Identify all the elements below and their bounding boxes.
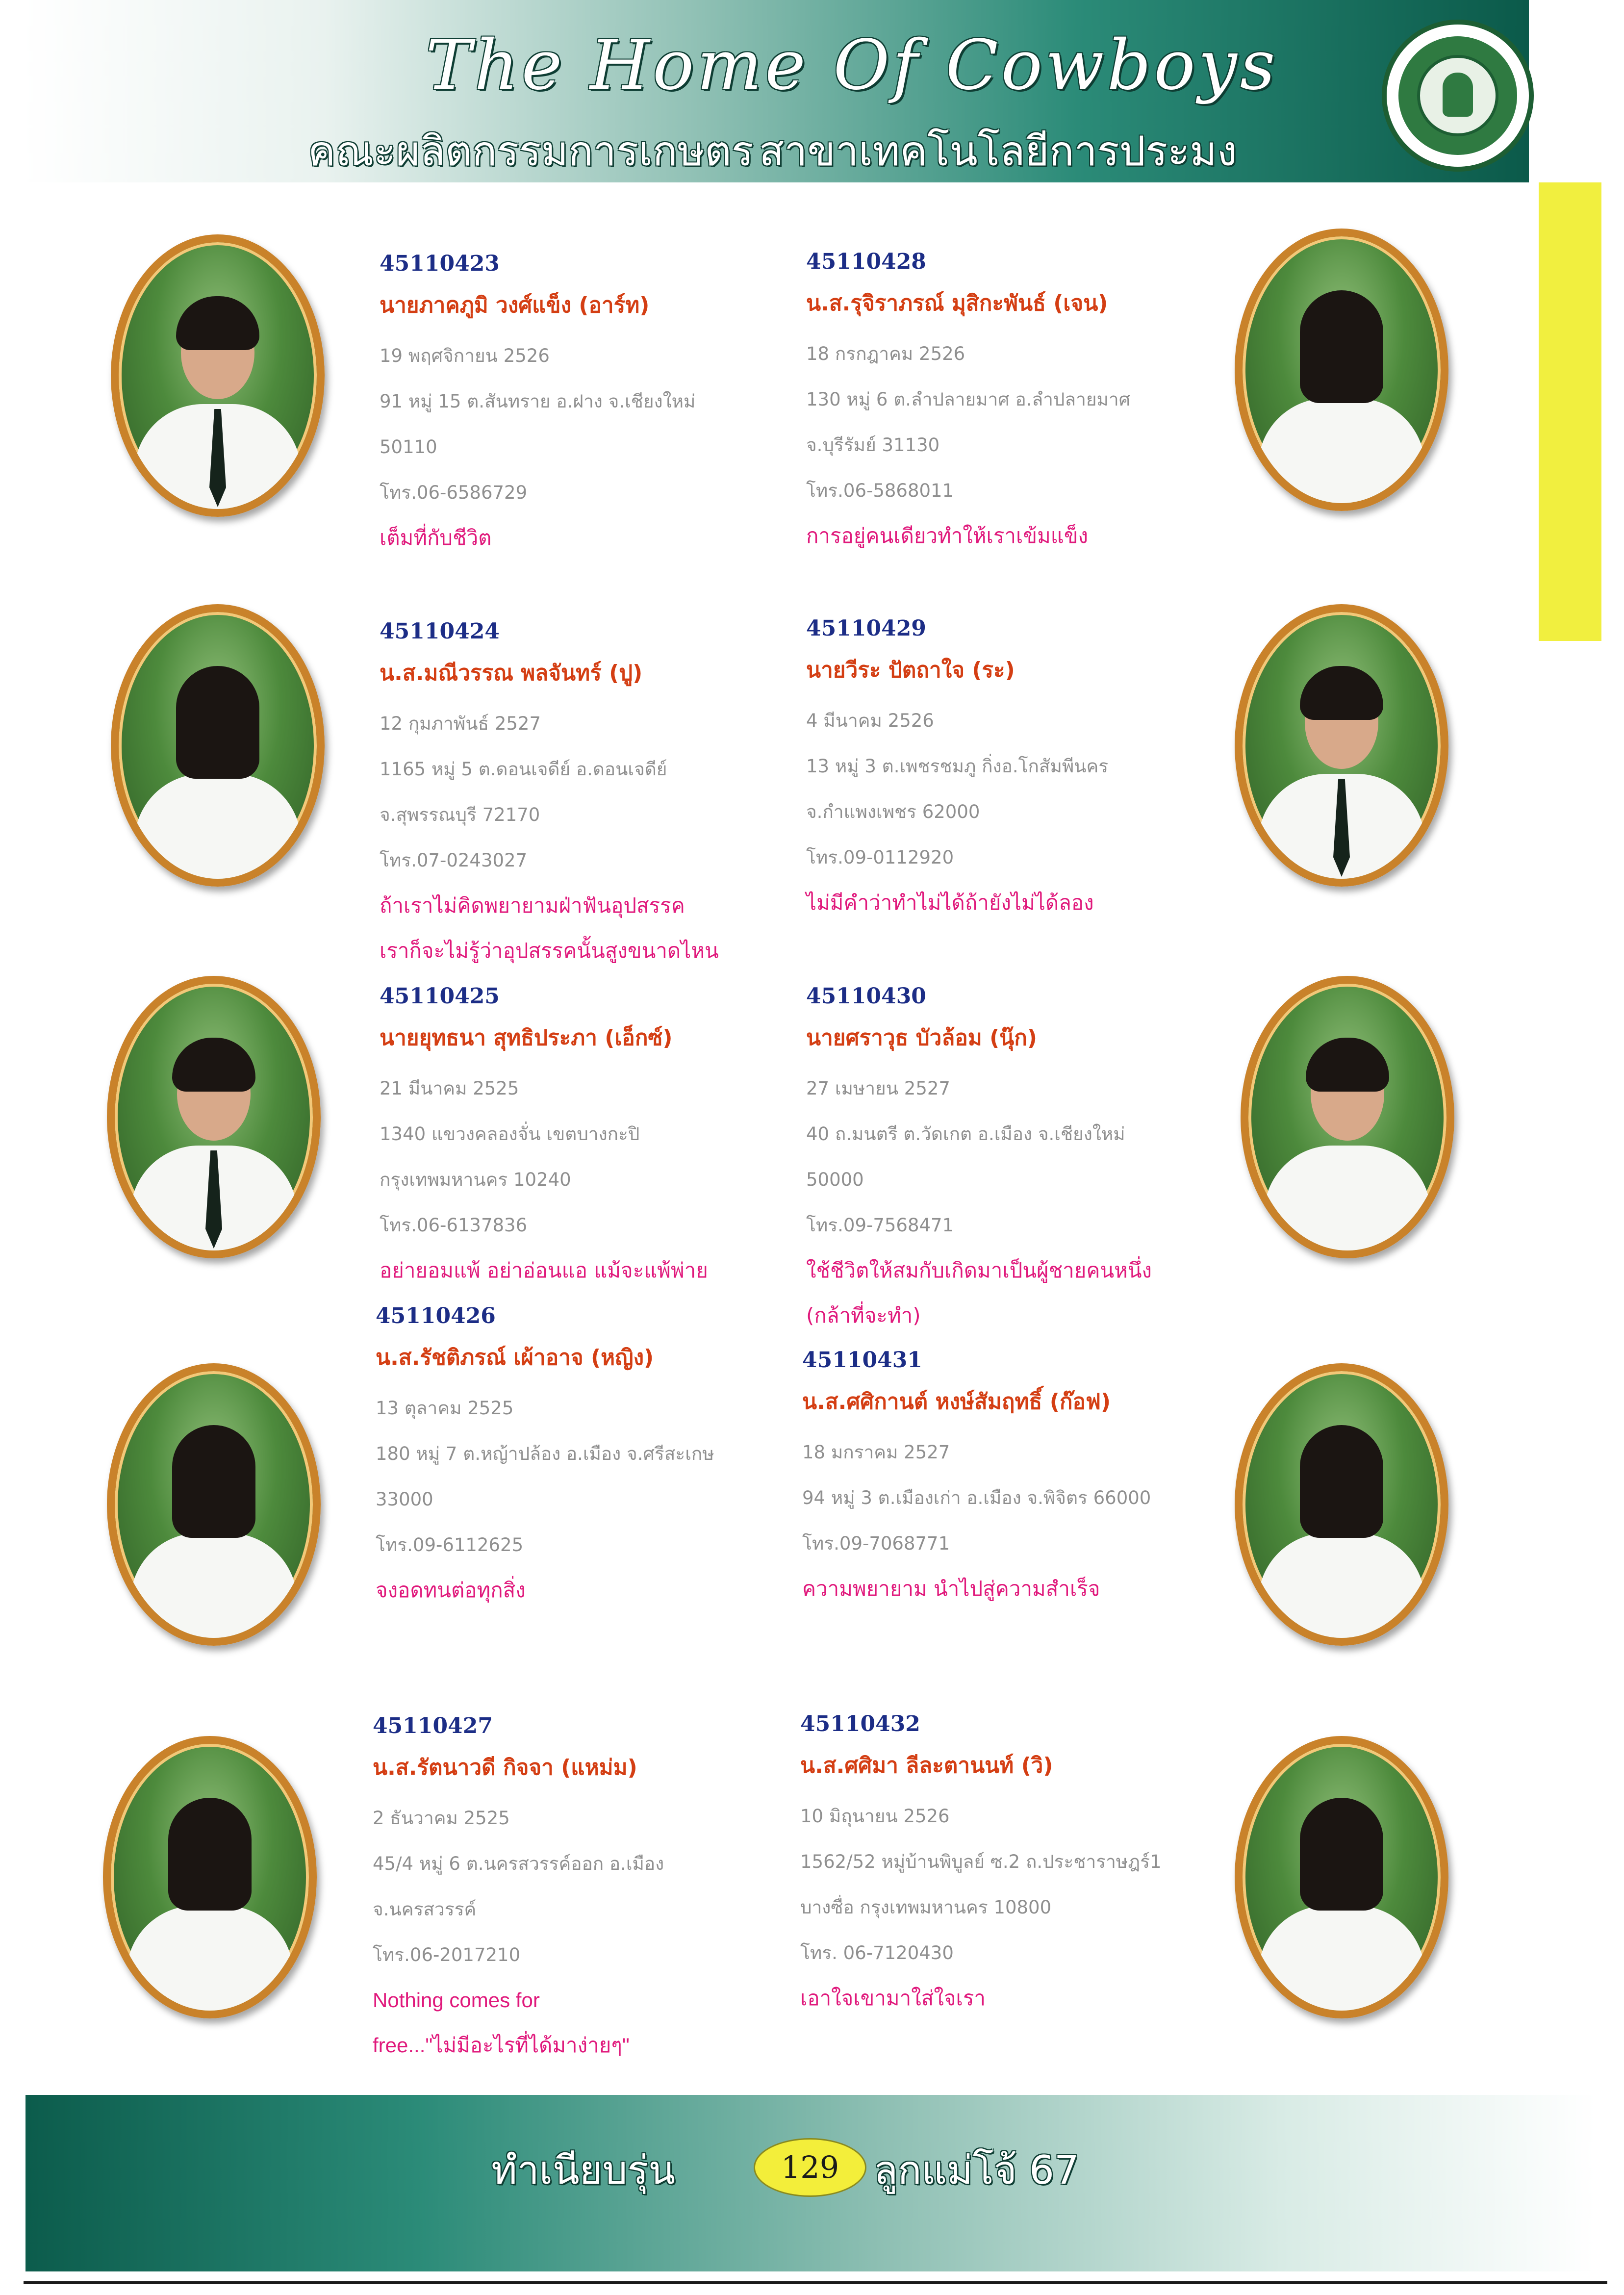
student-id: 45110427	[373, 1713, 493, 1738]
address-line: 13 หมู่ 3 ต.เพชรชมภู กิ่งอ.โกสัมพีนคร	[806, 756, 1109, 777]
page-footer	[25, 2095, 1595, 2271]
student-info	[380, 701, 821, 883]
student-info	[806, 1066, 1247, 1248]
student-entry	[373, 1713, 814, 2068]
portrait-45110428	[1235, 229, 1448, 511]
motto-line: ใช้ชีวิตให้สมกับเกิดมาเป็นผู้ชายคนหนึ่ง	[806, 1258, 1152, 1282]
student-entry	[800, 1711, 1242, 2021]
motto-line: อย่ายอมแพ้ อย่าอ่อนแอ แม้จะแพ้พ่าย	[380, 1258, 708, 1282]
student-name: น.ส.ศศิมา ลีละตานนท์ (วิ)	[800, 1753, 1053, 1778]
student-name: นายภาคภูมิ วงศ์แข็ง (อาร์ท)	[380, 293, 650, 318]
birth-date: 13 ตุลาคม 2525	[376, 1398, 514, 1419]
portrait-45110425	[107, 976, 321, 1258]
motto-line: จงอดทนต่อทุกสิ่ง	[376, 1578, 526, 1602]
motto-line: ถ้าเราไม่คิดพยายามฝ่าฟันอุปสรรค	[380, 893, 685, 918]
portrait-45110430	[1241, 976, 1454, 1258]
student-name: น.ส.ศศิกานต์ หงษ์สัมฤทธิ์ (ก๊อฟ)	[802, 1389, 1111, 1414]
motto-line: เราก็จะไม่รู้ว่าอุปสรรคนั้นสูงขนาดไหน	[380, 939, 719, 963]
phone-number: โทร.06-5868011	[806, 480, 954, 501]
motto-line: ไม่มีคำว่าทำไม่ได้ถ้ายังไม่ได้ลอง	[806, 891, 1094, 915]
student-info	[380, 1066, 821, 1248]
portrait-45110423	[111, 234, 325, 517]
page-number: 129	[754, 2138, 866, 2197]
address-line: 1165 หมู่ 5 ต.ดอนเจดีย์ อ.ดอนเจดีย์	[380, 759, 667, 780]
student-entry	[806, 249, 1247, 559]
birth-date: 18 กรกฎาคม 2526	[806, 343, 965, 364]
phone-number: โทร.09-6112625	[376, 1534, 524, 1556]
birth-date: 18 มกราคม 2527	[802, 1442, 950, 1463]
student-entry	[380, 251, 821, 561]
birth-date: 4 มีนาคม 2526	[806, 710, 934, 731]
student-id: 45110426	[376, 1303, 496, 1328]
student-name: นายยุทธนา สุทธิประภา (เอ็กซ์)	[380, 1025, 673, 1050]
birth-date: 19 พฤศจิกายน 2526	[380, 345, 550, 366]
address-line: 94 หมู่ 3 ต.เมืองเก่า อ.เมือง จ.พิจิตร 66000	[802, 1487, 1151, 1508]
student-motto	[380, 883, 821, 973]
yellow-side-strip	[1539, 182, 1601, 641]
motto-line: เต็มที่กับชีวิต	[380, 526, 492, 550]
address-line: บางซื่อ กรุงเทพมหานคร 10800	[800, 1897, 1052, 1918]
student-motto	[806, 880, 1247, 925]
student-id: 45110431	[802, 1348, 922, 1373]
student-name: นายศราวุธ บัวล้อม (นุ๊ก)	[806, 1025, 1038, 1050]
student-entry	[376, 1303, 817, 1613]
phone-number: โทร.07-0243027	[380, 850, 528, 871]
student-name: น.ส.มณีวรรณ พลจันทร์ (ปู)	[380, 661, 643, 686]
portrait-45110429	[1235, 604, 1448, 887]
student-entry	[380, 984, 821, 1293]
portrait-45110424	[111, 604, 325, 887]
footer-class-label: ลูกแม่โจ้ 67	[874, 2147, 1079, 2193]
student-name: น.ส.รัชติภรณ์ เผ้าอาจ (หญิง)	[376, 1345, 654, 1370]
student-info	[800, 1793, 1242, 1976]
phone-number: โทร.09-7068771	[802, 1533, 950, 1554]
address-line: 180 หมู่ 7 ต.หญ้าปล้อง อ.เมือง จ.ศรีสะเกษ	[376, 1443, 714, 1464]
page-title: The Home Of Cowboys	[426, 26, 1278, 105]
address-line: 50110	[380, 436, 437, 458]
student-name: น.ส.รุจิราภรณ์ มุสิกะพันธ์ (เจน)	[806, 291, 1108, 316]
student-motto	[800, 1976, 1242, 2021]
phone-number: โทร.09-7568471	[806, 1215, 954, 1236]
student-motto	[806, 513, 1247, 559]
motto-line: free..."ไม่มีอะไรที่ได้มาง่ายๆ"	[373, 2034, 630, 2057]
birth-date: 27 เมษายน 2527	[806, 1078, 950, 1099]
student-entry	[806, 616, 1247, 925]
student-info	[373, 1795, 814, 1978]
university-seal-icon	[1382, 20, 1534, 172]
student-motto	[380, 1248, 821, 1293]
address-line: จ.บุรีรัมย์ 31130	[806, 434, 940, 456]
portrait-45110426	[107, 1363, 321, 1646]
motto-line: Nothing comes for	[373, 1989, 540, 2012]
portrait-45110427	[103, 1736, 317, 2018]
student-id: 45110423	[380, 251, 500, 276]
address-line: จ.สุพรรณบุรี 72170	[380, 804, 540, 825]
student-motto	[802, 1566, 1243, 1611]
student-info	[380, 333, 821, 515]
student-info	[802, 1429, 1243, 1566]
student-motto	[380, 515, 821, 561]
student-name: น.ส.รัตนาวดี กิจจา (แหม่ม)	[373, 1755, 637, 1780]
address-line: จ.กำแพงเพชร 62000	[806, 801, 980, 822]
address-line: 40 ถ.มนตรี ต.วัดเกต อ.เมือง จ.เชียงใหม่	[806, 1123, 1125, 1145]
student-entry	[806, 984, 1247, 1338]
motto-line: การอยู่คนเดียวทำให้เราเข้มแข็ง	[806, 524, 1089, 548]
address-line: กรุงเทพมหานคร 10240	[380, 1169, 571, 1190]
student-info	[806, 698, 1247, 880]
address-line: 45/4 หมู่ 6 ต.นครสวรรค์ออก อ.เมือง	[373, 1853, 664, 1874]
phone-number: โทร.06-6586729	[380, 482, 528, 503]
bottom-divider	[24, 2281, 1607, 2284]
address-line: จ.นครสวรรค์	[373, 1899, 477, 1920]
student-id: 45110424	[380, 619, 500, 644]
student-id: 45110429	[806, 616, 926, 641]
student-id: 45110428	[806, 249, 926, 274]
page-header	[24, 0, 1529, 182]
student-info	[806, 331, 1247, 513]
student-motto	[376, 1568, 817, 1613]
address-line: 33000	[376, 1489, 433, 1510]
phone-number: โทร.09-0112920	[806, 847, 954, 868]
birth-date: 2 ธันวาคม 2525	[373, 1808, 510, 1829]
faculty-name: คณะผลิตกรรมการเกษตร	[308, 127, 754, 175]
footer-yearbook-label: ทำเนียบรุ่น	[491, 2147, 675, 2193]
student-id: 45110430	[806, 984, 926, 1009]
birth-date: 12 กุมภาพันธ์ 2527	[380, 713, 541, 734]
address-line: 1340 แขวงคลองจั่น เขตบางกะปิ	[380, 1123, 640, 1145]
phone-number: โทร. 06-7120430	[800, 1942, 954, 1964]
portrait-45110431	[1235, 1363, 1448, 1646]
student-name: นายวีระ ปัตถาใจ (ระ)	[806, 658, 1015, 683]
portrait-45110432	[1235, 1736, 1448, 2018]
motto-line: ความพยายาม นำไปสู่ความสำเร็จ	[802, 1577, 1100, 1601]
program-name: สาขาเทคโนโลยีการประมง	[759, 127, 1237, 175]
student-id: 45110432	[800, 1711, 920, 1736]
birth-date: 21 มีนาคม 2525	[380, 1078, 519, 1099]
address-line: 91 หมู่ 15 ต.สันทราย อ.ฝาง จ.เชียงใหม่	[380, 391, 696, 412]
address-line: 50000	[806, 1169, 864, 1190]
student-entry	[802, 1348, 1243, 1611]
birth-date: 10 มิถุนายน 2526	[800, 1806, 950, 1827]
motto-line: เอาใจเขามาใส่ใจเรา	[800, 1986, 986, 2010]
student-motto	[806, 1248, 1247, 1338]
phone-number: โทร.06-2017210	[373, 1944, 521, 1965]
address-line: 1562/52 หมู่บ้านพิบูลย์ ซ.2 ถ.ประชาราษฎร์1	[800, 1851, 1162, 1872]
address-line: 130 หมู่ 6 ต.ลำปลายมาศ อ.ลำปลายมาศ	[806, 389, 1131, 410]
student-info	[376, 1385, 817, 1568]
phone-number: โทร.06-6137836	[380, 1215, 528, 1236]
student-entry	[380, 619, 821, 973]
student-motto	[373, 1978, 814, 2068]
motto-line: (กล้าที่จะทำ)	[806, 1303, 921, 1327]
student-id: 45110425	[380, 984, 500, 1009]
